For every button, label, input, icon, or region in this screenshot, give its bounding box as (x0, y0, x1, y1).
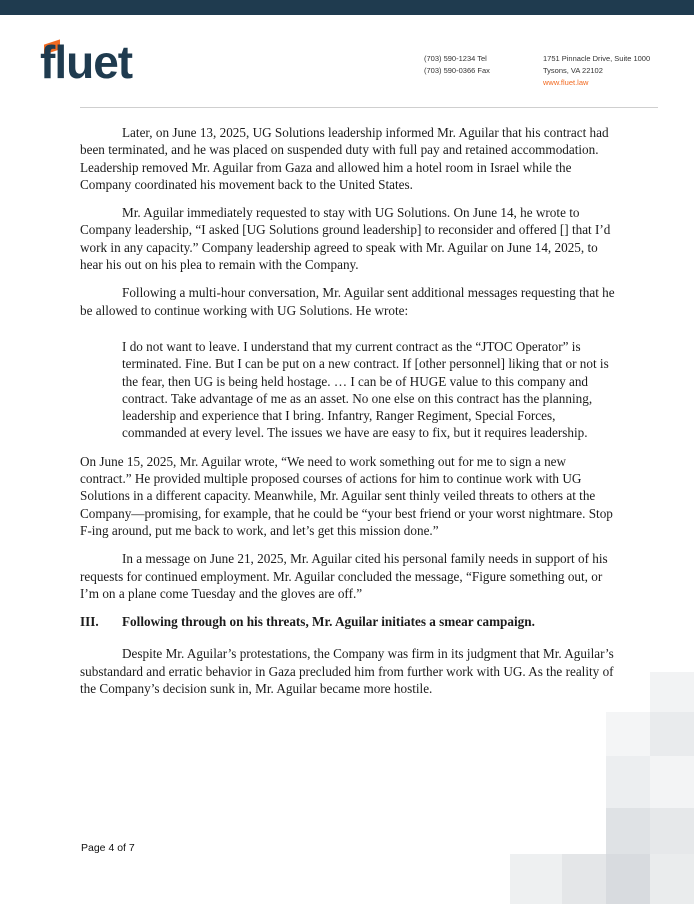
mosaic-tile (650, 756, 694, 808)
paragraph-3: Following a multi-hour conversation, Mr. Aguilar sent additional messages requesting that he be allowed to continue working with UG Solutions. He wrote: (80, 285, 615, 318)
fax-number: (703) 590-0366 Fax (424, 66, 490, 75)
mosaic-tile (606, 854, 650, 904)
letter-body (80, 124, 618, 708)
section-heading (80, 613, 618, 630)
mosaic-tile (650, 854, 694, 904)
paragraph-6: Despite Mr. Aguilar’s protestations, the Company was firm in its judgment that Mr. Aguilar’s substandard and erratic behavior in Gaza precluded him from further work with UG. As the reality of the Company’s decision sunk in, Mr. Aguilar became more hostile. (80, 646, 614, 697)
phone-number: (703) 590-1234 Tel (424, 54, 487, 63)
logo-wordmark: fluet (40, 36, 133, 88)
header-divider (80, 107, 658, 108)
mosaic-tile (562, 854, 606, 904)
website-link[interactable]: www.fluet.law (543, 78, 589, 87)
mosaic-tile (606, 808, 650, 854)
mosaic-tile (650, 808, 694, 854)
mosaic-tile (606, 712, 650, 756)
address-line-1: 1751 Pinnacle Drive, Suite 1000 (543, 54, 651, 63)
mosaic-tile (650, 712, 694, 756)
mosaic-tile (650, 672, 694, 712)
contact-address (543, 53, 650, 89)
mosaic-tile (510, 854, 562, 904)
address-line-2: Tysons, VA 22102 (543, 66, 603, 75)
contact-phones (424, 53, 490, 77)
section-title: Following through on his threats, Mr. Aguilar initiates a smear campaign. (122, 614, 535, 630)
paragraph-4: On June 15, 2025, Mr. Aguilar wrote, “We need to work something out for me to sign a new contract.” He provided multiple proposed courses of actions for him to continue work with UG Solutions in a different capacity. Meanwhile, Mr. Aguilar sent thinly veiled threats to others at the Company—promising, for example, that he could be “your best friend or your worst nightmare. Stop F-ing around, put me back to work, and let’s get this mission done.” (80, 453, 613, 538)
section-number: III. (80, 614, 99, 630)
top-bar (0, 0, 694, 15)
mosaic-tile (606, 756, 650, 808)
page-number: Page 4 of 7 (81, 842, 135, 854)
paragraph-1: Later, on June 13, 2025, UG Solutions leadership informed Mr. Aguilar that his contract had been terminated, and he was placed on suspended duty with full pay and retained accommodation. Leadership removed Mr. Aguilar from Gaza and allowed him a hotel room in Israel while the Company coordinated his movement back to the United States. (80, 125, 609, 192)
paragraph-2: Mr. Aguilar immediately requested to stay with UG Solutions. On June 14, he wrote to Company leadership, “I asked [UG Solutions ground leadership] to reconsider and offered [] that I’d work in any capacity.” Company leadership agreed to speak with Mr. Aguilar on June 14, 2025, to hear his out on his plea to remain with the Company. (80, 205, 611, 273)
firm-logo (40, 38, 170, 90)
block-quote: I do not want to leave. I understand that my current contract as the “JTOC Operator” is terminated. Fine. But I can be put on a new contract. If [other personnel] liking that or not is the fear, then UG is being held hostage. … I can be of HUGE value to this company and contract. Take advantage of me as an asset. No one else on this contract has the planning, leadership and experience that I bring. Infantry, Ranger Regiment, Special Forces, commanded at every level. The issues we have are easy to fix, but it requires leadership. (122, 338, 609, 441)
paragraph-5: In a message on June 21, 2025, Mr. Aguilar cited his personal family needs in support of his requests for continued employment. Mr. Aguilar concluded the message, “Figure something out, or I’m on a plane come Tuesday and the gloves are off.” (80, 551, 608, 601)
